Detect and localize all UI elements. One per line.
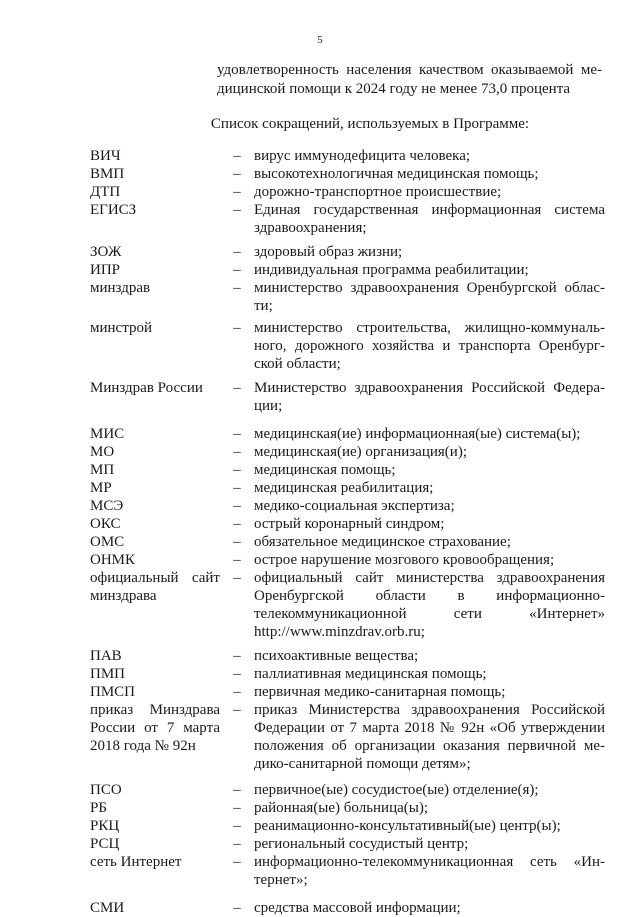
abbreviation-definition [254, 261, 605, 279]
abbreviation-row [90, 201, 605, 237]
abbreviation-term [90, 533, 220, 551]
abbreviation-row [90, 665, 605, 683]
abbreviation-definition [254, 533, 605, 551]
abbreviation-term-line: 2018 года № 92н [90, 738, 196, 754]
abbreviation-term-line: МСЭ [90, 498, 124, 514]
dash-separator: – [233, 380, 241, 396]
abbreviation-term-line: минстрой [90, 320, 152, 336]
abbreviation-term-line: ДТП [90, 184, 121, 200]
abbreviation-term [90, 497, 220, 515]
abbreviation-definition [254, 443, 605, 461]
abbreviation-term [90, 515, 220, 533]
abbreviation-term [90, 379, 220, 397]
abbreviation-term-line: ВМП [90, 166, 125, 182]
definition-line: ской области; [254, 356, 341, 372]
abbreviation-definition [254, 799, 605, 817]
intro-paragraph [217, 61, 602, 99]
abbreviation-definition [254, 551, 605, 569]
definition-line: высокотехнологичная медицинская помощь; [254, 166, 539, 182]
definition-line: региональный сосудистый центр; [254, 836, 469, 852]
abbreviation-row [90, 515, 605, 533]
abbreviation-definition [254, 569, 605, 641]
definition-line: реанимационно-консультативный(ые) центр(ы); [254, 818, 561, 834]
abbreviation-term-line: приказ Минздрава [90, 702, 220, 718]
abbreviation-term-line: минздрава [90, 588, 157, 604]
dash-separator: – [233, 666, 241, 682]
definition-line: острое нарушение мозгового кровообращения; [254, 552, 555, 568]
abbreviation-term-line: МИС [90, 426, 125, 442]
dash-separator: – [233, 800, 241, 816]
definition-line: ного, дорожного хозяйства и транспорта Оренбург- [254, 338, 605, 354]
abbreviation-term [90, 479, 220, 497]
abbreviation-row [90, 497, 605, 515]
abbreviation-term-line: ПМСП [90, 684, 136, 700]
definition-line: медицинская помощь; [254, 462, 396, 478]
abbreviation-row [90, 165, 605, 183]
definition-line: медицинская(ие) информационная(ые) система(ы); [254, 426, 581, 442]
abbreviation-term-line: ИПР [90, 262, 121, 278]
abbreviation-definition [254, 461, 605, 479]
abbreviation-term-line: МО [90, 444, 115, 460]
abbreviation-row [90, 147, 605, 165]
abbreviation-definition [254, 183, 605, 201]
abbreviation-term-line: ПМП [90, 666, 126, 682]
definition-line: острый коронарный синдром; [254, 516, 445, 532]
abbreviation-term [90, 243, 220, 261]
abbreviation-term-line: МП [90, 462, 115, 478]
dash-separator: – [233, 534, 241, 550]
abbreviation-term [90, 183, 220, 201]
definition-line: медико-социальная экспертиза; [254, 498, 455, 514]
abbreviation-term-line: РКЦ [90, 818, 120, 834]
definition-line: Федерации от 7 марта 2018 № 92н «Об утверждении [254, 720, 605, 736]
abbreviation-definition [254, 515, 605, 533]
definition-line: медицинская реабилитация; [254, 480, 434, 496]
abbreviation-term [90, 443, 220, 461]
abbreviation-definition [254, 497, 605, 515]
dash-separator: – [233, 498, 241, 514]
abbreviation-definition [254, 647, 605, 665]
abbreviation-term [90, 201, 220, 219]
abbreviation-definition [254, 853, 605, 889]
abbreviation-term-line: ОМС [90, 534, 125, 550]
abbreviation-term [90, 647, 220, 665]
abbreviation-row [90, 817, 605, 835]
abbreviation-term [90, 551, 220, 569]
intro-line: дицинской помощи к 2024 году не менее 73,0 процента [217, 81, 571, 97]
dash-separator: – [233, 444, 241, 460]
definition-line: индивидуальная программа реабилитации; [254, 262, 529, 278]
abbreviation-term-line: ОКС [90, 516, 121, 532]
abbreviations-list [90, 147, 605, 917]
dash-separator: – [233, 280, 241, 296]
definition-line: здоровый образ жизни; [254, 244, 403, 260]
abbreviation-row [90, 461, 605, 479]
abbreviation-definition [254, 279, 605, 315]
definition-line: районная(ые) больница(ы); [254, 800, 429, 816]
dash-separator: – [233, 782, 241, 798]
abbreviation-term-line: РБ [90, 800, 107, 816]
abbreviation-term-line: РСЦ [90, 836, 120, 852]
dash-separator: – [233, 148, 241, 164]
abbreviation-definition [254, 319, 605, 373]
definition-line: информационно-телекоммуникационная сеть «Ин- [254, 854, 605, 870]
abbreviation-definition [254, 701, 605, 773]
definition-line: медицинская(ие) организация(и); [254, 444, 467, 460]
definition-line: Единая государственная информационная система [254, 202, 605, 218]
definition-line: Оренбургской области в информационно- [254, 588, 605, 604]
dash-separator: – [233, 202, 241, 218]
abbreviation-row [90, 533, 605, 551]
abbreviation-term-line: СМИ [90, 900, 125, 916]
definition-line: министерство строительства, жилищно-коммуналь- [254, 320, 605, 336]
abbreviation-term-line: официальный сайт [90, 570, 220, 586]
abbreviation-term-line: ЕГИСЗ [90, 202, 137, 218]
definition-line: http://www.minzdrav.orb.ru; [254, 624, 425, 640]
abbreviation-term [90, 569, 220, 605]
dash-separator: – [233, 552, 241, 568]
dash-separator: – [233, 836, 241, 852]
dash-separator: – [233, 262, 241, 278]
definition-line: здравоохранения; [254, 220, 367, 236]
abbreviation-row [90, 319, 605, 373]
definition-line: первичное(ые) сосудистое(ые) отделение(я); [254, 782, 539, 798]
abbreviation-term [90, 147, 220, 165]
abbreviation-term-line: сеть Интернет [90, 854, 182, 870]
dash-separator: – [233, 900, 241, 916]
abbreviation-term [90, 261, 220, 279]
abbreviations-title: Список сокращений, используемых в Программе: [210, 116, 530, 132]
abbreviation-row [90, 647, 605, 665]
abbreviation-term [90, 701, 220, 755]
definition-line: Министерство здравоохранения Российской Федера- [254, 380, 605, 396]
abbreviation-row [90, 425, 605, 443]
abbreviation-term [90, 683, 220, 701]
abbreviation-term [90, 665, 220, 683]
abbreviation-term [90, 279, 220, 297]
abbreviation-definition [254, 683, 605, 701]
definition-line: психоактивные вещества; [254, 648, 419, 664]
abbreviation-row [90, 279, 605, 315]
page-number: 5 [317, 34, 323, 46]
abbreviation-definition [254, 165, 605, 183]
abbreviation-definition [254, 379, 605, 415]
abbreviation-row [90, 683, 605, 701]
dash-separator: – [233, 320, 241, 336]
abbreviation-definition [254, 899, 605, 917]
abbreviation-definition [254, 665, 605, 683]
abbreviation-row [90, 243, 605, 261]
abbreviation-row [90, 781, 605, 799]
definition-line: дико-санитарной помощи детям»; [254, 756, 471, 772]
definition-line: дорожно-транспортное происшествие; [254, 184, 502, 200]
abbreviation-term-line: ОНМК [90, 552, 136, 568]
abbreviation-term [90, 425, 220, 443]
abbreviation-row [90, 569, 605, 641]
abbreviation-term-line: МР [90, 480, 112, 496]
dash-separator: – [233, 702, 241, 718]
abbreviation-row [90, 479, 605, 497]
abbreviation-term [90, 319, 220, 337]
definition-line: положения об организации оказания первичной ме- [254, 738, 605, 754]
definition-line: тернет»; [254, 872, 308, 888]
dash-separator: – [233, 570, 241, 586]
abbreviation-term-line: ЗОЖ [90, 244, 122, 260]
dash-separator: – [233, 166, 241, 182]
abbreviation-term-line: ПАВ [90, 648, 122, 664]
dash-separator: – [233, 480, 241, 496]
definition-line: первичная медико-санитарная помощь; [254, 684, 506, 700]
abbreviation-definition [254, 425, 605, 443]
abbreviation-term [90, 899, 220, 917]
abbreviation-definition [254, 243, 605, 261]
dash-separator: – [233, 426, 241, 442]
dash-separator: – [233, 818, 241, 834]
definition-line: вирус иммунодефицита человека; [254, 148, 471, 164]
intro-line: удовлетворенность населения качеством оказываемой ме- [217, 62, 602, 78]
abbreviation-definition [254, 781, 605, 799]
abbreviation-row [90, 379, 605, 415]
abbreviation-term [90, 835, 220, 853]
dash-separator: – [233, 462, 241, 478]
definition-line: средства массовой информации; [254, 900, 461, 916]
abbreviation-row [90, 799, 605, 817]
abbreviation-row [90, 443, 605, 461]
abbreviation-row [90, 701, 605, 773]
abbreviation-definition [254, 201, 605, 237]
dash-separator: – [233, 684, 241, 700]
abbreviation-term [90, 461, 220, 479]
dash-separator: – [233, 516, 241, 532]
abbreviation-definition [254, 147, 605, 165]
abbreviation-row [90, 183, 605, 201]
abbreviation-row [90, 551, 605, 569]
abbreviation-term-line: Минздрав России [90, 380, 203, 396]
abbreviation-term [90, 799, 220, 817]
definition-line: паллиативная медицинская помощь; [254, 666, 487, 682]
abbreviation-term-line: ПСО [90, 782, 122, 798]
definition-line: телекоммуникационной сети «Интернет» [254, 606, 605, 622]
definition-line: ти; [254, 298, 273, 314]
dash-separator: – [233, 648, 241, 664]
definition-line: ции; [254, 398, 283, 414]
dash-separator: – [233, 184, 241, 200]
abbreviation-term-line: России от 7 марта [90, 720, 220, 736]
abbreviation-definition [254, 835, 605, 853]
abbreviation-row [90, 835, 605, 853]
abbreviation-term [90, 165, 220, 183]
abbreviation-term [90, 817, 220, 835]
abbreviation-term-line: минздрав [90, 280, 151, 296]
abbreviation-row [90, 853, 605, 889]
abbreviation-row [90, 261, 605, 279]
abbreviation-term-line: ВИЧ [90, 148, 121, 164]
abbreviation-term [90, 853, 220, 871]
definition-line: официальный сайт министерства здравоохранения [254, 570, 605, 586]
abbreviation-row [90, 899, 605, 917]
dash-separator: – [233, 244, 241, 260]
abbreviation-term [90, 781, 220, 799]
abbreviation-definition [254, 817, 605, 835]
definition-line: обязательное медицинское страхование; [254, 534, 511, 550]
definition-line: министерство здравоохранения Оренбургской облас- [254, 280, 605, 296]
abbreviation-definition [254, 479, 605, 497]
dash-separator: – [233, 854, 241, 870]
definition-line: приказ Министерства здравоохранения Российской [254, 702, 605, 718]
